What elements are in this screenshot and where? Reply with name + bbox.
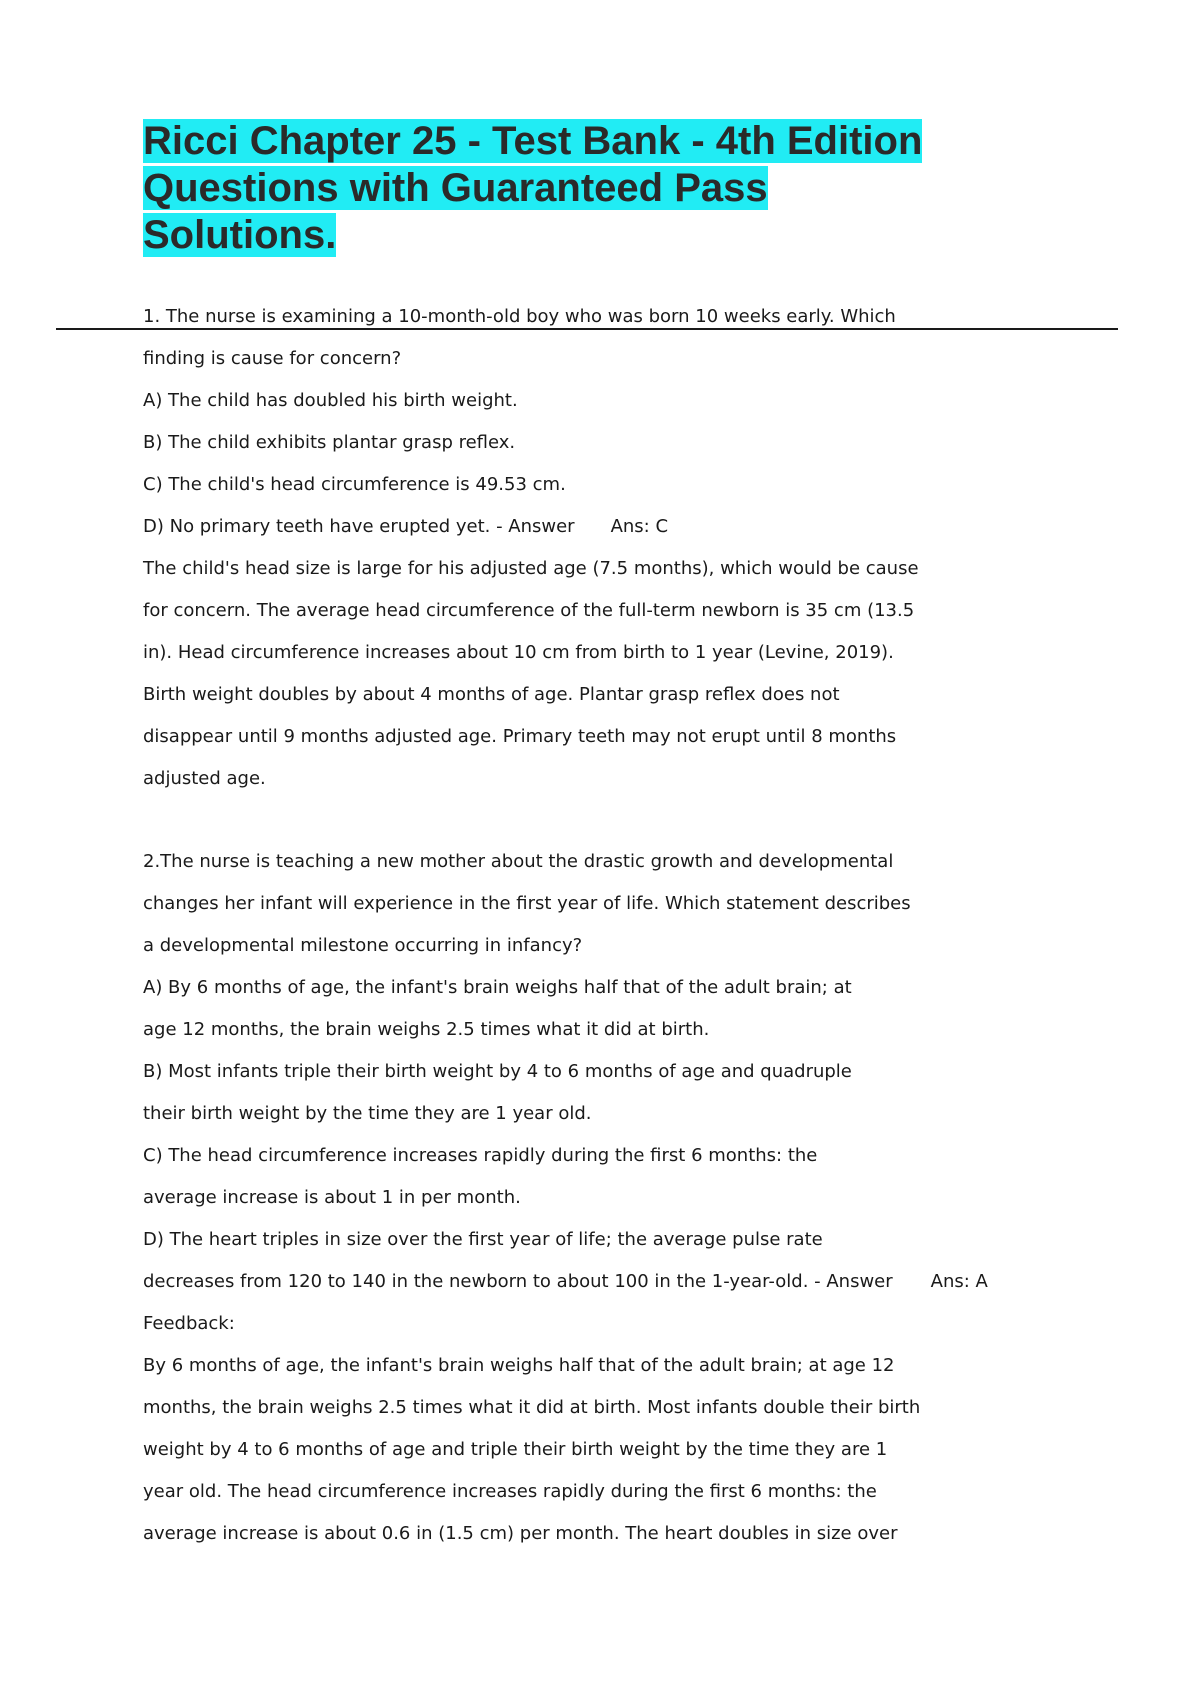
question-1-rationale-line-5: disappear until 9 months adjusted age. Primary teeth may not erupt until 8 months: [143, 726, 897, 747]
question-2-option-d-line-2: [143, 1261, 1143, 1303]
question-1-option-d-line: [143, 506, 1143, 548]
question-1-answer: Ans: C: [610, 516, 669, 537]
question-1-rationale-line-6: adjusted age.: [143, 768, 266, 789]
question-1-stem-line-2: finding is cause for concern?: [143, 348, 402, 369]
question-2-rationale-line-4: year old. The head circumference increases rapidly during the first 6 months: the: [143, 1481, 877, 1502]
question-2-stem-line-1: 2.The nurse is teaching a new mother about the drastic growth and developmental: [143, 851, 894, 872]
question-2-option-c-line-2: average increase is about 1 in per month.: [143, 1187, 521, 1208]
question-2-option-a-line-1: A) By 6 months of age, the infant's brain weighs half that of the adult brain; at: [143, 977, 852, 998]
question-2-answer: Ans: A: [930, 1271, 988, 1292]
document-title-text: Ricci Chapter 25 - Test Bank - 4th Edition Questions with Guaranteed Pass Solutions.: [143, 119, 923, 257]
question-1-option-a: A) The child has doubled his birth weight.: [143, 390, 518, 411]
question-2-option-b-line-1: B) Most infants triple their birth weight by 4 to 6 months of age and quadruple: [143, 1061, 852, 1082]
question-1-option-c: C) The child's head circumference is 49.53 cm.: [143, 474, 566, 495]
question-1-option-d: D) No primary teeth have erupted yet. - Answer: [143, 516, 575, 537]
question-2-stem-line-2: changes her infant will experience in the first year of life. Which statement describes: [143, 893, 911, 914]
question-2-option-d-text: decreases from 120 to 140 in the newborn to about 100 in the 1-year-old. - Answer: [143, 1271, 893, 1292]
question-2-rationale-line-5: average increase is about 0.6 in (1.5 cm) per month. The heart doubles in size over: [143, 1523, 898, 1544]
question-1-rationale-line-3: in). Head circumference increases about 10 cm from birth to 1 year (Levine, 2019).: [143, 642, 894, 663]
question-2-rationale-line-3: weight by 4 to 6 months of age and triple their birth weight by the time they are 1: [143, 1439, 888, 1460]
document-title: [143, 118, 963, 259]
question-1-rationale-line-2: for concern. The average head circumference of the full-term newborn is 35 cm (13.5: [143, 600, 915, 621]
question-1-option-b: B) The child exhibits plantar grasp reflex.: [143, 432, 516, 453]
question-2-option-b-line-2: their birth weight by the time they are 1 year old.: [143, 1103, 592, 1124]
question-2-rationale-line-2: months, the brain weighs 2.5 times what it did at birth. Most infants double their birth: [143, 1397, 921, 1418]
question-2-option-c-line-1: C) The head circumference increases rapidly during the first 6 months: the: [143, 1145, 818, 1166]
question-1: [143, 296, 1143, 800]
question-2: [143, 841, 1143, 1555]
question-2-option-d-line-1: D) The heart triples in size over the first year of life; the average pulse rate: [143, 1229, 823, 1250]
question-2-feedback-label: Feedback:: [143, 1313, 235, 1334]
question-2-rationale-line-1: By 6 months of age, the infant's brain weighs half that of the adult brain; at age 12: [143, 1355, 895, 1376]
question-1-rationale-line-4: Birth weight doubles by about 4 months of age. Plantar grasp reflex does not: [143, 684, 840, 705]
question-1-stem-line-1: 1. The nurse is examining a 10-month-old boy who was born 10 weeks early. Which: [143, 306, 896, 327]
question-1-rationale-line-1: The child's head size is large for his adjusted age (7.5 months), which would be cause: [143, 558, 919, 579]
question-2-stem-line-3: a developmental milestone occurring in infancy?: [143, 935, 583, 956]
question-2-option-a-line-2: age 12 months, the brain weighs 2.5 times what it did at birth.: [143, 1019, 710, 1040]
